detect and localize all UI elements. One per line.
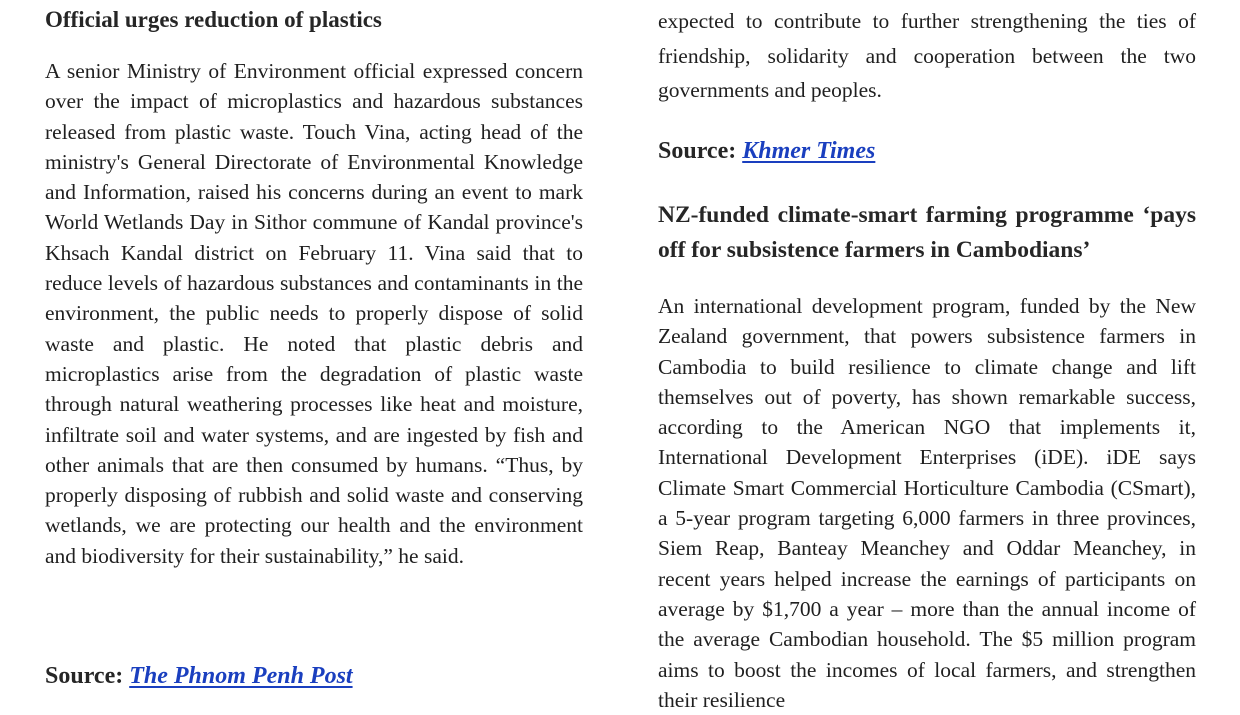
article-title: Official urges reduction of plastics	[45, 7, 382, 32]
source-line	[658, 136, 875, 166]
source-line	[45, 661, 353, 691]
article-title: NZ-funded climate-smart farming programme ‘pays off for subsistence farmers in Cambodians’	[658, 202, 1196, 263]
continued-article-text: expected to contribute to further strengthening the ties of friendship, solidarity and cooperation between the two governments and peoples.	[658, 9, 1196, 102]
source-label: Source:	[658, 138, 737, 164]
article-body: A senior Ministry of Environment official expressed concern over the impact of microplastics and hazardous substances released from plastic waste. Touch Vina, acting head of the ministry's General Directorate of Environmental Knowledge and Information, raised his concerns during an event to mark World Wetlands Day in Sithor commune of Kandal province's Khsach Kandal district on February 11. Vina said that to reduce levels of hazardous substances and contaminants in the environment, the public needs to properly dispose of solid waste and plastic. He noted that plastic debris and microplastics arise from the degradation of plastic waste through natural weathering processes like heat and moisture, infiltrate soil and water systems, and are ingested by fish and other animals that are then consumed by humans. “Thus, by properly disposing of rubbish and solid waste and conserving wetlands, we are protecting our health and the environment and biodiversity for their sustainability,” he said.	[45, 59, 583, 568]
source-label: Source:	[45, 663, 124, 689]
source-link-phnom-penh-post[interactable]: The Phnom Penh Post	[129, 663, 353, 689]
article-body: An international development program, funded by the New Zealand government, that powers subsistence farmers in Cambodia to build resilience to climate change and lift themselves out of poverty, has shown remarkable success, according to the American NGO that implements it, International Development Enterprises (iDE). iDE says Climate Smart Commercial Horticulture Cambodia (CSmart), a 5-year program targeting 6,000 farmers in three provinces, Siem Reap, Banteay Meanchey and Oddar Meanchey, in recent years helped increase the earnings of participants on average by $1,700 a year – more than the annual income of the average Cambodian household. The $5 million program aims to boost the incomes of local farmers, and strengthen their resilience	[658, 294, 1196, 712]
source-link-khmer-times[interactable]: Khmer Times	[742, 138, 876, 164]
